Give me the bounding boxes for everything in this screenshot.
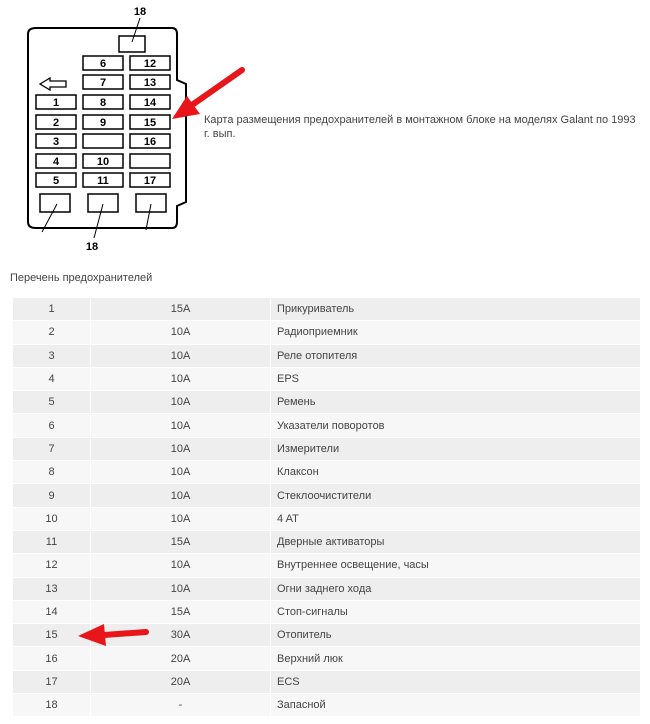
fuse-number-cell: 2 — [13, 321, 91, 344]
fuse-number-cell: 14 — [13, 600, 91, 623]
fuse-description-cell: Реле отопителя — [271, 344, 641, 367]
fuse-amperage-cell: 10A — [91, 461, 271, 484]
fuse-amperage-cell: 10A — [91, 367, 271, 390]
table-row — [13, 391, 641, 414]
fuse-description-cell: Ремень — [271, 391, 641, 414]
table-row — [13, 600, 641, 623]
table-row — [13, 624, 641, 647]
table-row — [13, 461, 641, 484]
table-row — [13, 554, 641, 577]
fuse-number-cell: 17 — [13, 670, 91, 693]
fuse-amperage-cell: 20A — [91, 670, 271, 693]
fuse-amperage-cell: 10A — [91, 577, 271, 600]
fuse-label-14: 14 — [143, 97, 157, 109]
fuse-label-4: 4 — [52, 156, 60, 168]
fuse-description-cell: Клаксон — [271, 461, 641, 484]
fuse-amperage-cell: 20A — [91, 647, 271, 670]
fuse-label-17: 17 — [143, 175, 157, 187]
table-row — [13, 507, 641, 530]
fuse-number-cell: 4 — [13, 367, 91, 390]
fuse-description-cell: Указатели поворотов — [271, 414, 641, 437]
fuse-description-cell: 4 AT — [271, 507, 641, 530]
fuse-description-cell: Внутреннее освещение, часы — [271, 554, 641, 577]
fuse-label-16: 16 — [143, 136, 157, 148]
fuse-description-cell: Огни заднего хода — [271, 577, 641, 600]
fuse-description-cell: Верхний люк — [271, 647, 641, 670]
fuse-description-cell: Дверные активаторы — [271, 530, 641, 553]
spare-slot-middle — [88, 194, 118, 212]
red-arrow-icon — [172, 70, 242, 119]
fuse-box-outline — [28, 28, 186, 228]
fuse-amperage-cell: 15A — [91, 298, 271, 321]
table-row — [13, 367, 641, 390]
fuse-number-cell: 8 — [13, 461, 91, 484]
fuse-number-cell: 15 — [13, 624, 91, 647]
fuse-label-3: 3 — [52, 136, 60, 148]
fuse-amperage-cell: 15A — [91, 530, 271, 553]
table-row — [13, 344, 641, 367]
bottom-fuse-18-label: 18 — [85, 241, 99, 253]
fuse-amperage-cell: 15A — [91, 600, 271, 623]
fuse-amperage-cell: 10A — [91, 507, 271, 530]
table-row — [13, 530, 641, 553]
fuse-number-cell: 18 — [13, 694, 91, 717]
table-row — [13, 577, 641, 600]
fuse-amperage-cell: 10A — [91, 344, 271, 367]
table-row — [13, 321, 641, 344]
fuse-description-cell: Стоп-сигналы — [271, 600, 641, 623]
fuse-number-cell: 12 — [13, 554, 91, 577]
table-row — [13, 414, 641, 437]
fuse-number-cell: 16 — [13, 647, 91, 670]
fuse-table-body — [13, 298, 641, 717]
fuse-number-cell: 3 — [13, 344, 91, 367]
fuse-description-cell: Стеклоочистители — [271, 484, 641, 507]
fuse-amperage-cell: 10A — [91, 554, 271, 577]
fuse-label-11: 11 — [97, 175, 109, 187]
fuse-description-cell: Радиоприемник — [271, 321, 641, 344]
top-fuse-18-label: 18 — [133, 6, 147, 18]
fuse-amperage-cell: 10A — [91, 437, 271, 460]
fuse-number-cell: 1 — [13, 298, 91, 321]
fuse-number-cell: 13 — [13, 577, 91, 600]
fuse-number-cell: 10 — [13, 507, 91, 530]
fuse-description-cell: EPS — [271, 367, 641, 390]
fuse-number-cell: 9 — [13, 484, 91, 507]
left-arrow-icon — [40, 78, 66, 90]
fuse-label-9: 9 — [99, 117, 107, 129]
fuse-label-5: 5 — [52, 175, 60, 187]
fuse-label-12: 12 — [143, 58, 157, 70]
fuse-description-cell: ECS — [271, 670, 641, 693]
fuse-slot-blank-2 — [130, 154, 170, 168]
fuse-label-2: 2 — [52, 117, 60, 129]
fuse-number-cell: 7 — [13, 437, 91, 460]
fuse-slot-18-top — [119, 36, 145, 52]
fuse-label-8: 8 — [99, 97, 107, 109]
fuse-amperage-cell: 10A — [91, 391, 271, 414]
fuse-description-cell: Прикуриватель — [271, 298, 641, 321]
fuse-number-cell: 11 — [13, 530, 91, 553]
fuse-description-cell: Запасной — [271, 694, 641, 717]
fuse-label-15: 15 — [143, 117, 157, 129]
fuse-number-cell: 6 — [13, 414, 91, 437]
fuse-amperage-cell: 10A — [91, 484, 271, 507]
fuse-table — [12, 297, 641, 717]
table-row — [13, 484, 641, 507]
fuse-label-13: 13 — [143, 77, 157, 89]
spare-slot-left — [40, 194, 70, 212]
bottom-spare-slots — [40, 194, 166, 212]
fuse-label-1: 1 — [52, 97, 60, 109]
spare-slot-right — [136, 194, 166, 212]
fuse-amperage-cell: - — [91, 694, 271, 717]
fuse-description-cell: Отопитель — [271, 624, 641, 647]
fuse-amperage-cell: 10A — [91, 321, 271, 344]
fuse-description-cell: Измерители — [271, 437, 641, 460]
fuse-slot-blank — [83, 134, 123, 148]
diagram-caption: Карта размещения предохранителей в монтажном блоке на моделях Galant по 1993 г. вып. — [204, 114, 636, 140]
fuse-amperage-cell: 30A — [91, 624, 271, 647]
fuse-amperage-cell: 10A — [91, 414, 271, 437]
fuse-label-6: 6 — [99, 58, 107, 70]
table-row — [13, 670, 641, 693]
table-row — [13, 647, 641, 670]
fuse-list-heading: Перечень предохранителей — [10, 272, 153, 284]
table-row — [13, 437, 641, 460]
fuse-label-7: 7 — [99, 77, 107, 89]
table-row — [13, 298, 641, 321]
fuse-number-cell: 5 — [13, 391, 91, 414]
fuse-label-10: 10 — [96, 156, 110, 168]
table-row — [13, 694, 641, 717]
